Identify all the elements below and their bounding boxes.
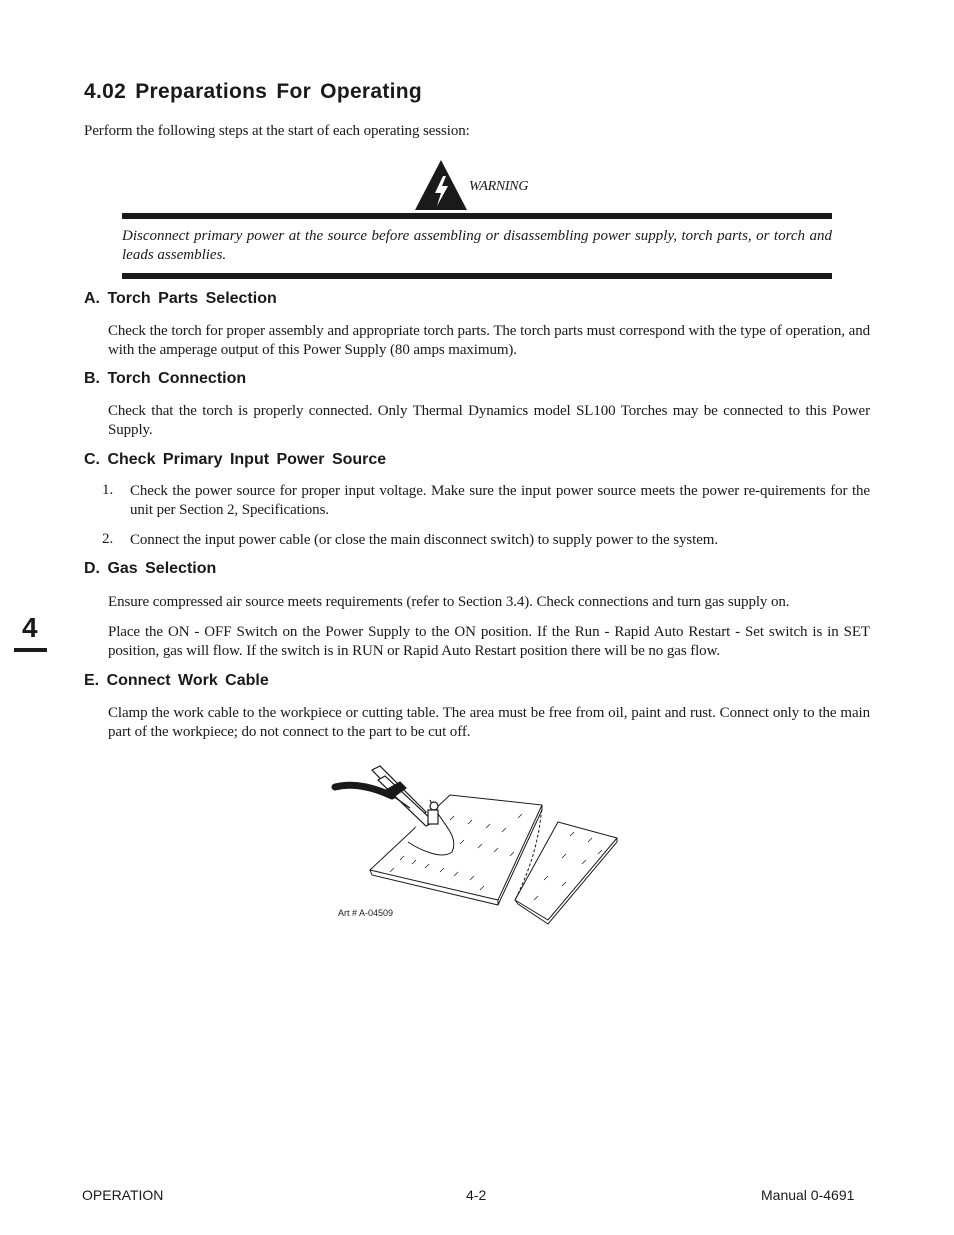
footer-manual-number: Manual 0-4691 (761, 1187, 855, 1203)
warning-bottom-rule (122, 273, 832, 279)
art-number-label: Art # A-04509 (338, 908, 394, 918)
heading-torch-connection: B. Torch Connection (84, 370, 247, 387)
work-cable-text: Clamp the work cable to the workpiece or cutting table. The area must be free from oil, paint and rust. Connect only to the main part of the workpiece; do not connect to the part to be cut off. (108, 705, 870, 740)
lightning-warning-icon (413, 158, 469, 212)
torch-connection-text: Check that the torch is properly connected. Only Thermal Dynamics model SL100 Torches may be connected to this Power Supply. (108, 403, 870, 438)
gas-selection-text-1: Ensure compressed air source meets requirements (refer to Section 3.4). Check connections and turn gas supply on. (108, 594, 790, 610)
heading-gas-selection: D. Gas Selection (84, 560, 217, 577)
work-clamp-illustration (330, 760, 630, 925)
list-item: Connect the input power cable (or close the main disconnect switch) to supply power to the system. (130, 532, 718, 548)
list-item: Check the power source for proper input voltage. Make sure the input power source meets the power re-quirements for the unit per Section 2, Specifications. (130, 483, 870, 518)
warning-top-rule (122, 213, 832, 219)
heading-connect-work-cable: E. Connect Work Cable (84, 672, 269, 689)
list-number: 1. (102, 482, 114, 498)
footer-page-number: 4-2 (466, 1187, 487, 1203)
footer-section-name: OPERATION (82, 1187, 164, 1203)
intro-text: Perform the following steps at the start of each operating session: (84, 123, 470, 139)
list-number: 2. (102, 531, 114, 547)
torch-parts-text: Check the torch for proper assembly and appropriate torch parts. The torch parts must correspond with the type of operation, and with the amperage output of this Power Supply (80 amps maximum). (108, 323, 870, 358)
heading-primary-input-power: C. Check Primary Input Power Source (84, 451, 387, 468)
chapter-tab-rule (14, 648, 47, 652)
heading-torch-parts-selection: A. Torch Parts Selection (84, 290, 277, 307)
chapter-tab-number: 4 (22, 612, 38, 643)
warning-text: Disconnect primary power at the source before assembling or disassembling power supply, torch parts, or torch and leads assemblies. (122, 228, 832, 263)
section-title: 4.02 Preparations For Operating (84, 80, 423, 103)
gas-selection-text-2: Place the ON - OFF Switch on the Power Supply to the ON position. If the Run - Rapid Auto Restart - Set switch is in SET position, gas will flow. If the switch is in RUN or Rapid Auto Restart position there will be no gas flow. (108, 624, 870, 659)
warning-label: WARNING (469, 179, 529, 194)
